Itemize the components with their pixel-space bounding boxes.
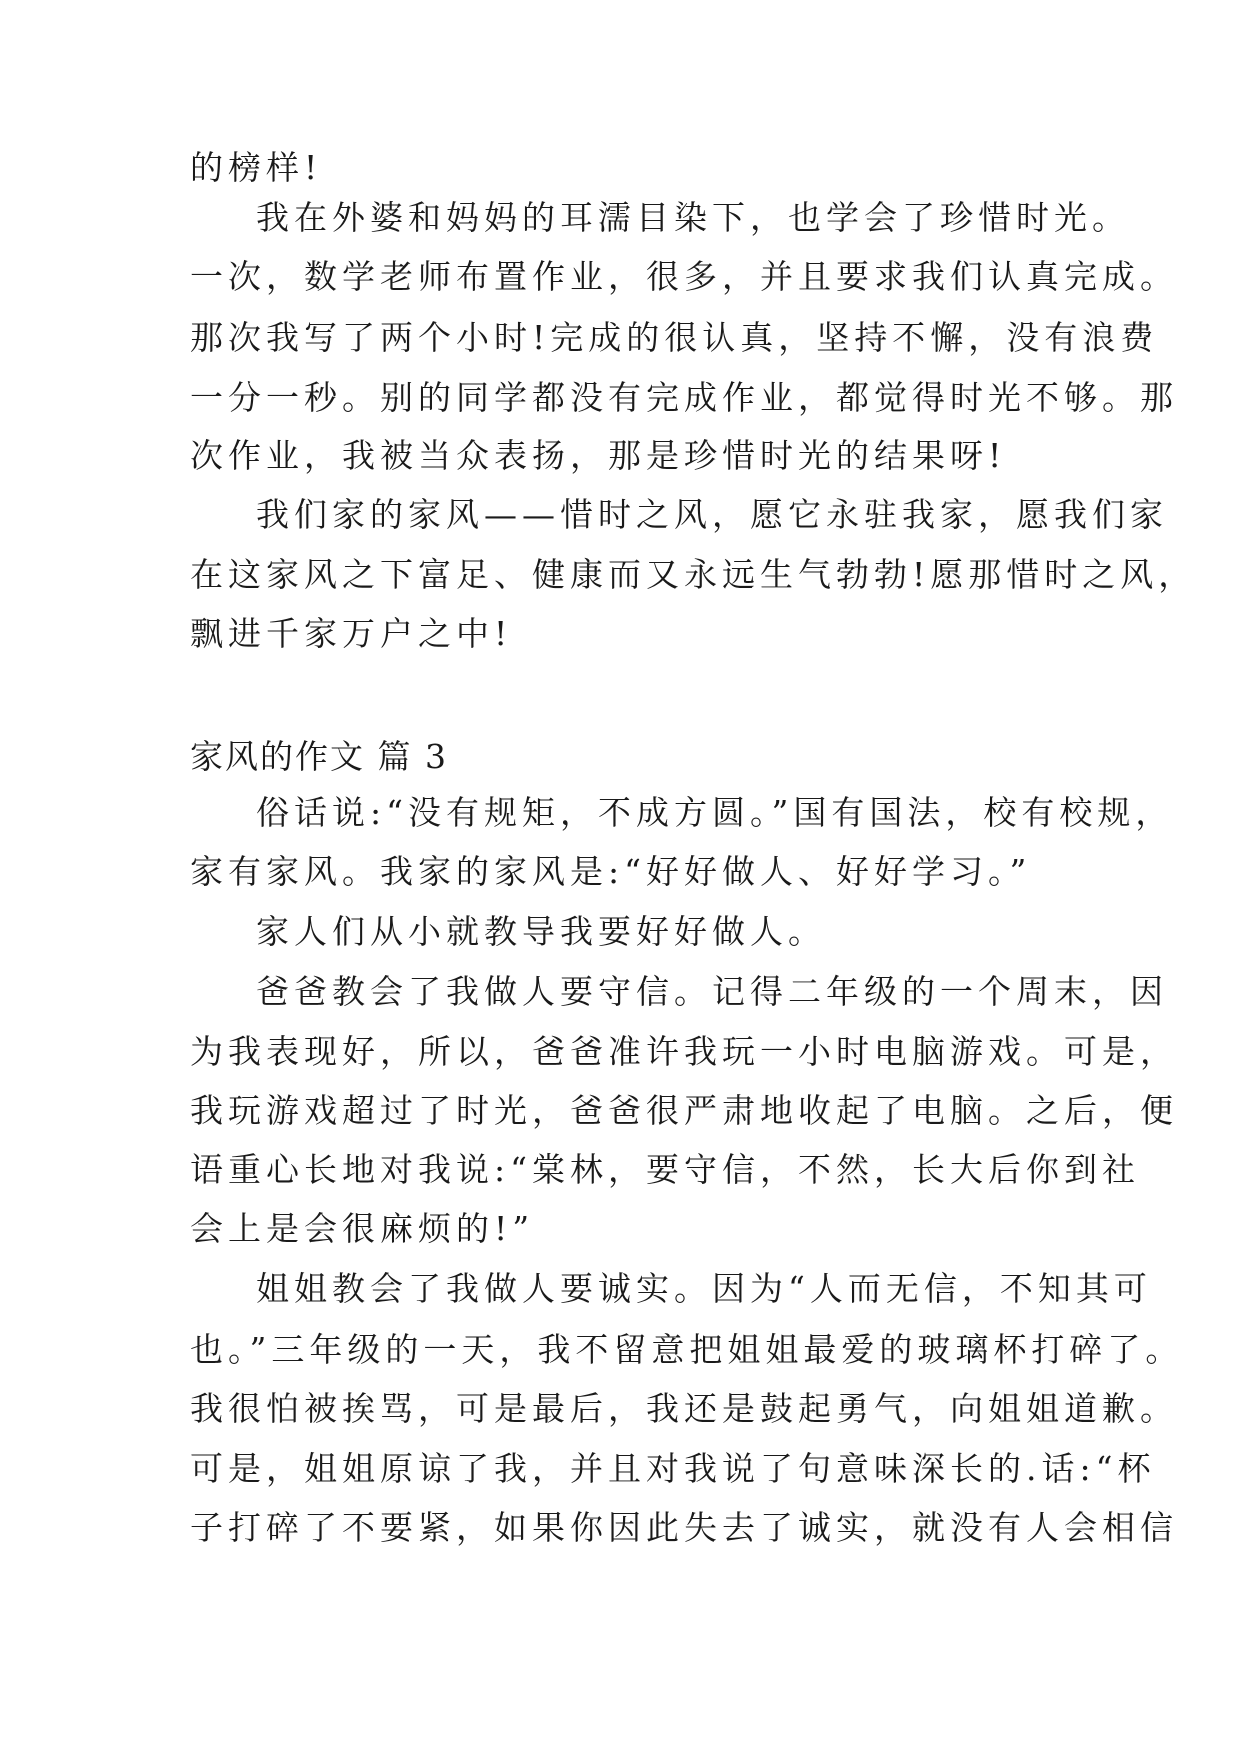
text-line: 一次，数学老师布置作业，很多，并且要求我们认真完成。 [190,257,1178,296]
text-line: 飘进千家万户之中! [190,614,513,653]
section-heading: 家风的作文 篇 3 [190,737,448,776]
paragraph-first-line: 家人们从小就教导我要好好做人。 [256,912,826,951]
text-line: 可是，姐姐原谅了我，并且对我说了句意味深长的.话:“杯 [190,1449,1156,1488]
paragraph-first-line: 我在外婆和妈妈的耳濡目染下，也学会了珍惜时光。 [256,198,1130,237]
paragraph-first-line: 姐姐教会了我做人要诚实。因为“人而无信，不知其可 [256,1269,1152,1308]
text-line: 子打碎了不要紧，如果你因此失去了诚实，就没有人会相信 [190,1508,1178,1547]
paragraph-first-line: 我们家的家风——惜时之风，愿它永驻我家，愿我们家 [256,495,1168,534]
text-line: 一分一秒。别的同学都没有完成作业，都觉得时光不够。那 [190,378,1178,417]
text-line: 我玩游戏超过了时光，爸爸很严肃地收起了电脑。之后，便 [190,1091,1178,1130]
paragraph-first-line: 俗话说:“没有规矩，不成方圆。”国有国法，校有校规， [256,793,1174,832]
text-line: 在这家风之下富足、健康而又永远生气勃勃!愿那惜时之风， [190,555,1197,594]
text-line: 为我表现好，所以，爸爸准许我玩一小时电脑游戏。可是， [190,1032,1178,1071]
text-line: 的榜样! [190,148,323,187]
text-line: 次作业，我被当众表扬，那是珍惜时光的结果呀! [190,436,1007,475]
text-line: 也。”三年级的一天，我不留意把姐姐最爱的玻璃杯打碎了。 [190,1330,1184,1369]
text-line: 会上是会很麻烦的!” [190,1209,535,1248]
text-line: 我很怕被挨骂，可是最后，我还是鼓起勇气，向姐姐道歉。 [190,1389,1178,1428]
text-line: 家有家风。我家的家风是:“好好做人、好好学习。” [190,852,1032,891]
text-line: 那次我写了两个小时!完成的很认真，坚持不懈，没有浪费 [190,318,1159,357]
paragraph-first-line: 爸爸教会了我做人要守信。记得二年级的一个周末，因 [256,972,1168,1011]
text-line: 语重心长地对我说:“棠林，要守信，不然，长大后你到社 [190,1150,1140,1189]
